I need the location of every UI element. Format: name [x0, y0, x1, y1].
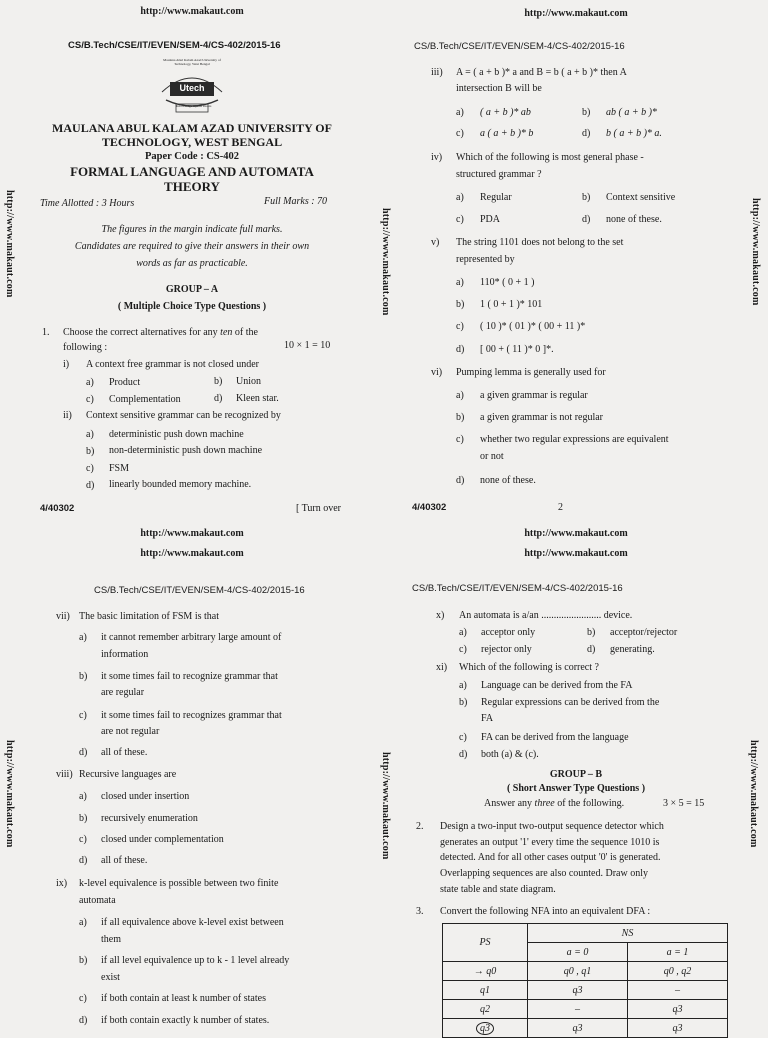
logo-tagline: Knowledge Opens Doors	[176, 104, 212, 108]
answer-instruction: Answer any three of the following.	[484, 798, 625, 809]
qvii-number: vii)	[56, 611, 70, 622]
a0-cell: q3	[528, 981, 628, 1000]
qxi-option-c: FA can be derived from the language	[481, 732, 629, 743]
qxi-text: Which of the following is correct ?	[459, 662, 599, 673]
qvii-option-a-label: a)	[79, 632, 87, 643]
qv-text-1: The string 1101 does not belong to the set	[456, 237, 624, 248]
final-state-marker: q3	[476, 1022, 494, 1035]
q2-line-2: generates an output '1' every time the sequence 1010 is	[440, 837, 660, 848]
qix-option-a-label: a)	[79, 917, 87, 928]
qx-option-a-label: a)	[459, 627, 467, 638]
qii-option-b: non-deterministic push down machine	[109, 445, 263, 456]
page-url-2[interactable]: http://www.makaut.com	[524, 548, 628, 559]
qiv-text-1: Which of the following is most general phase -	[456, 152, 644, 163]
qiv-option-a-label: a)	[456, 192, 464, 203]
vertical-url-mid[interactable]: http://www.makaut.com	[380, 208, 391, 316]
qviii-option-c: closed under complementation	[101, 834, 224, 845]
page-url-2[interactable]: http://www.makaut.com	[140, 548, 244, 559]
a0-cell: q0 , q1	[528, 962, 628, 981]
page-url[interactable]: http://www.makaut.com	[524, 8, 628, 19]
qix-option-b: if all level equivalence up to k - 1 level already	[101, 955, 290, 966]
qii-option-b-label: b)	[86, 446, 95, 457]
qi-text: A context free grammar is not closed under	[86, 359, 259, 370]
qvii-option-d-label: d)	[79, 747, 88, 758]
ns-header: NS	[528, 924, 728, 943]
q1-text: Choose the correct alternatives for any ten of the	[63, 327, 258, 338]
qiv-text-2: structured grammar ?	[456, 169, 542, 180]
qiii-text-1: A = ( a + b )* a and B = b ( a + b )* then A	[456, 67, 627, 78]
a1-cell: q0 , q2	[628, 962, 728, 981]
paper-code: Paper Code : CS-402	[144, 151, 239, 162]
qvii-option-b-label: b)	[79, 671, 88, 682]
page-2	[384, 0, 768, 512]
col-a1-header: a = 1	[628, 943, 728, 962]
qx-number: x)	[436, 610, 445, 621]
ps-header: PS	[443, 924, 528, 962]
page-url[interactable]: http://www.makaut.com	[140, 6, 244, 17]
university-logo	[156, 58, 228, 118]
qiv-number: iv)	[431, 152, 443, 163]
qi-option-a: Product	[109, 377, 141, 388]
qiii-option-c: a ( a + b )* b	[480, 128, 534, 139]
group-b-heading: GROUP – B	[549, 769, 603, 780]
qi-option-c-label: c)	[86, 394, 94, 405]
qxi-option-c-label: c)	[459, 732, 467, 743]
vertical-url-left[interactable]: http://www.makaut.com	[4, 740, 15, 848]
qvii-option-c: it some times fail to recognizes grammar that	[101, 710, 282, 721]
q2-number: 2.	[416, 821, 424, 832]
qxi-option-a: Language can be derived from the FA	[481, 680, 633, 691]
ps-cell-final	[443, 1019, 528, 1038]
q2-line-1: Design a two-input two-output sequence detector which	[440, 821, 664, 832]
qix-text-1: k-level equivalence is possible between two finite	[79, 878, 279, 889]
qix-option-a: if all equivalence above k-level exist between	[101, 917, 284, 928]
qx-option-c-label: c)	[459, 644, 467, 655]
qii-text: Context sensitive grammar can be recognized by	[86, 410, 281, 421]
qviii-option-a: closed under insertion	[101, 791, 190, 802]
q1-number: 1.	[42, 327, 50, 338]
group-b-subheading: ( Short Answer Type Questions )	[506, 783, 646, 794]
university-line-1: MAULANA ABUL KALAM AZAD UNIVERSITY OF	[52, 121, 332, 135]
qvii-option-c-cont: are not regular	[101, 726, 160, 737]
qx-option-a: acceptor only	[481, 627, 536, 638]
qvi-number: vi)	[431, 367, 443, 378]
qvii-option-b: it some times fail to recognize grammar that	[101, 671, 278, 682]
qvi-option-b-label: b)	[456, 412, 465, 423]
paper-header: CS/B.Tech/CSE/IT/EVEN/SEM-4/CS-402/2015-16	[412, 583, 623, 594]
qix-option-c-label: c)	[79, 993, 87, 1004]
qvii-option-a: it cannot remember arbitrary large amount of	[101, 632, 282, 643]
qxi-option-a-label: a)	[459, 680, 467, 691]
paper-header: CS/B.Tech/CSE/IT/EVEN/SEM-4/CS-402/2015-16	[94, 585, 305, 596]
q3-text: Convert the following NFA into an equivalent DFA :	[440, 906, 651, 917]
qiii-option-a-label: a)	[456, 107, 464, 118]
qiii-option-b-label: b)	[582, 107, 591, 118]
page-url[interactable]: http://www.makaut.com	[524, 528, 628, 539]
full-marks: Full Marks : 70	[264, 196, 328, 207]
qix-number: ix)	[56, 878, 68, 889]
qii-number: ii)	[63, 410, 72, 421]
qi-option-c: Complementation	[109, 394, 181, 405]
col-a0-header: a = 0	[528, 943, 628, 962]
a1-cell: q3	[628, 1019, 728, 1038]
table-row	[443, 1019, 728, 1038]
qii-option-d: linearly bounded memory machine.	[109, 479, 252, 490]
turn-over: [ Turn over	[296, 503, 342, 514]
page-1	[0, 0, 391, 514]
qviii-option-b: recursively enumeration	[101, 813, 198, 824]
qiii-option-c-label: c)	[456, 128, 464, 139]
group-a-heading: GROUP – A	[165, 284, 219, 295]
qii-option-d-label: d)	[86, 480, 95, 491]
qiv-option-c: PDA	[480, 214, 501, 225]
qvi-option-c-label: c)	[456, 434, 464, 445]
qv-option-d-label: d)	[456, 344, 465, 355]
qv-option-b: 1 ( 0 + 1 )* 101	[480, 299, 543, 310]
qix-option-b-label: b)	[79, 955, 88, 966]
q2-line-4: Overlapping sequences are also counted. Draw only	[440, 868, 648, 879]
qv-text-2: represented by	[456, 254, 515, 265]
qvi-option-a-label: a)	[456, 390, 464, 401]
qvi-option-b: a given grammar is not regular	[480, 412, 604, 423]
qix-option-b-cont: exist	[101, 972, 120, 983]
vertical-url-right[interactable]: http://www.makaut.com	[750, 198, 761, 306]
instruction-1: The figures in the margin indicate full marks.	[101, 224, 283, 235]
qiv-option-d: none of these.	[606, 214, 662, 225]
qi-number: i)	[63, 359, 70, 370]
qi-option-b: Union	[236, 376, 261, 387]
q2-line-3: detected. And for all other cases output '0' is generated.	[440, 852, 661, 863]
qvii-text: The basic limitation of FSM is that	[79, 611, 219, 622]
a0-cell: –	[528, 1000, 628, 1019]
qxi-option-d: both (a) & (c).	[481, 749, 539, 760]
q1-text-cont: following :	[63, 342, 108, 353]
logo-name: Utech	[179, 83, 205, 93]
qx-option-c: rejector only	[481, 644, 532, 655]
qx-option-d-label: d)	[587, 644, 596, 655]
title-line-2: THEORY	[164, 179, 220, 194]
qv-option-c-label: c)	[456, 321, 464, 332]
qix-text-2: automata	[79, 895, 116, 906]
footer-code: 4/40302	[40, 503, 75, 514]
qi-option-a-label: a)	[86, 377, 94, 388]
qx-option-d: generating.	[610, 644, 655, 655]
qxi-option-d-label: d)	[459, 749, 468, 760]
qii-option-a: deterministic push down machine	[109, 429, 244, 440]
university-line-2: TECHNOLOGY, WEST BENGAL	[101, 135, 283, 149]
qviii-option-c-label: c)	[79, 834, 87, 845]
qi-option-b-label: b)	[214, 376, 223, 387]
q3-number: 3.	[416, 906, 424, 917]
qvii-option-b-cont: are regular	[101, 687, 145, 698]
group-a-subheading: ( Multiple Choice Type Questions )	[117, 301, 267, 312]
qiv-option-b-label: b)	[582, 192, 591, 203]
qiv-option-d-label: d)	[582, 214, 591, 225]
qx-option-b: acceptor/rejector	[610, 627, 678, 638]
a1-cell: q3	[628, 1000, 728, 1019]
qviii-option-d-label: d)	[79, 855, 88, 866]
qvii-option-a-cont: information	[101, 649, 149, 660]
qxi-option-b-label: b)	[459, 697, 468, 708]
table-row	[443, 1000, 728, 1019]
qv-option-a-label: a)	[456, 277, 464, 288]
qix-option-c: if both contain at least k number of states	[101, 993, 266, 1004]
qii-option-c-label: c)	[86, 463, 94, 474]
qiv-option-a: Regular	[480, 192, 512, 203]
qiv-option-b: Context sensitive	[606, 192, 676, 203]
qvi-option-d-label: d)	[456, 475, 465, 486]
qv-option-b-label: b)	[456, 299, 465, 310]
footer-code: 4/40302	[412, 502, 447, 513]
qviii-option-b-label: b)	[79, 813, 88, 824]
ps-cell: → q0	[443, 962, 528, 981]
q2-line-5: state table and state diagram.	[440, 884, 556, 895]
qvi-option-a: a given grammar is regular	[480, 390, 588, 401]
qviii-option-d: all of these.	[101, 855, 148, 866]
qxi-option-b: Regular expressions can be derived from the	[481, 697, 660, 708]
qvi-option-c: whether two regular expressions are equivalent	[480, 434, 669, 445]
page-3	[0, 512, 391, 1026]
qiii-option-d: b ( a + b )* a.	[606, 128, 662, 139]
ps-cell: q1	[443, 981, 528, 1000]
qxi-number: xi)	[436, 662, 448, 673]
qviii-number: viii)	[56, 769, 73, 780]
qix-option-d: if both contain exactly k number of states.	[101, 1015, 270, 1026]
qx-option-b-label: b)	[587, 627, 596, 638]
page-number: 2	[558, 502, 563, 513]
q1-marks: 10 × 1 = 10	[284, 340, 331, 351]
qvii-option-d: all of these.	[101, 747, 148, 758]
title-line-1: FORMAL LANGUAGE AND AUTOMATA	[70, 164, 314, 179]
qv-number: v)	[431, 237, 440, 248]
qiii-option-b: ab ( a + b )*	[606, 107, 657, 118]
group-b-marks: 3 × 5 = 15	[663, 798, 705, 809]
a0-cell: q3	[528, 1019, 628, 1038]
qvi-option-c-cont: or not	[480, 451, 504, 462]
qviii-option-a-label: a)	[79, 791, 87, 802]
qii-option-c: FSM	[109, 463, 130, 474]
qv-option-a: 110* ( 0 + 1 )	[480, 277, 535, 288]
qiii-option-d-label: d)	[582, 128, 591, 139]
qi-option-d-label: d)	[214, 393, 223, 404]
qix-option-d-label: d)	[79, 1015, 88, 1026]
page-4	[384, 512, 768, 1034]
paper-header: CS/B.Tech/CSE/IT/EVEN/SEM-4/CS-402/2015-16	[414, 41, 625, 52]
vertical-url-left[interactable]: http://www.makaut.com	[4, 190, 15, 298]
table-row	[443, 962, 728, 981]
table-row	[443, 981, 728, 1000]
qiii-text-2: intersection B will be	[456, 83, 542, 94]
page-url[interactable]: http://www.makaut.com	[140, 528, 244, 539]
qix-option-a-cont: them	[101, 934, 121, 945]
qvii-option-c-label: c)	[79, 710, 87, 721]
qii-option-a-label: a)	[86, 429, 94, 440]
vertical-url-mid[interactable]: http://www.makaut.com	[380, 752, 391, 860]
a1-cell: –	[628, 981, 728, 1000]
qi-option-d: Kleen star.	[236, 393, 279, 404]
qxi-option-b-cont: FA	[481, 713, 494, 724]
qx-text: An automata is a/an ........................ device.	[459, 610, 633, 621]
qv-option-d: [ 00 + ( 11 )* 0 ]*.	[480, 344, 554, 355]
time-allotted: Time Allotted : 3 Hours	[40, 198, 135, 209]
vertical-url-right[interactable]: http://www.makaut.com	[748, 740, 759, 848]
instruction-2: Candidates are required to give their answers in their own	[74, 241, 310, 252]
paper-header: CS/B.Tech/CSE/IT/EVEN/SEM-4/CS-402/2015-16	[68, 40, 281, 51]
qiv-option-c-label: c)	[456, 214, 464, 225]
qv-option-c: ( 10 )* ( 01 )* ( 00 + 11 )*	[480, 321, 586, 332]
qviii-text: Recursive languages are	[79, 769, 177, 780]
qiii-option-a: ( a + b )* ab	[480, 107, 531, 118]
ps-cell: q2	[443, 1000, 528, 1019]
qiii-number: iii)	[431, 67, 443, 78]
qvi-option-d: none of these.	[480, 475, 536, 486]
logo-top-text: Maulana Abul Kalam Azad University of Technology, West Bengal	[163, 58, 221, 66]
instruction-3: words as far as practicable.	[136, 258, 248, 269]
qvi-text: Pumping lemma is generally used for	[456, 367, 606, 378]
nfa-table	[442, 923, 728, 1038]
